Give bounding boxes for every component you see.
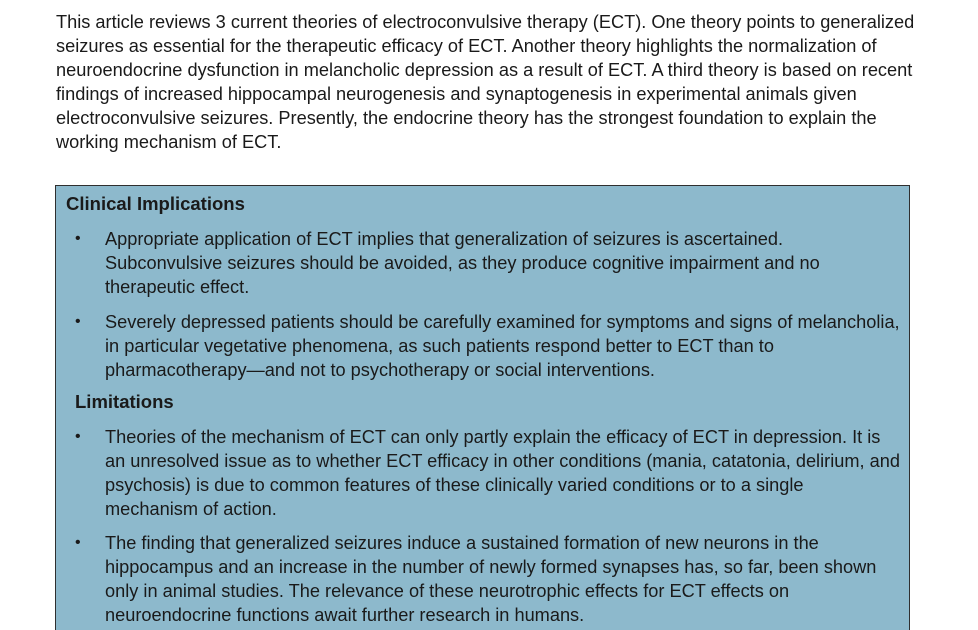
bullet-icon: • [75,428,81,445]
bullet-icon: • [75,313,81,330]
clinical-implication-text: Appropriate application of ECT implies that generalization of seizures is ascertained. Subconvulsive seizures should be avoided, as they produce cognitive impairment and no therapeutic effect. [105,229,820,297]
clinical-implications-heading: Clinical Implications [66,193,245,214]
clinical-implications-box [55,185,910,630]
limitations-heading: Limitations [75,391,174,412]
abstract-paragraph: This article reviews 3 current theories of electroconvulsive therapy (ECT). One theory points to generalized seizures as essential for the therapeutic efficacy of ECT. Another theory highlights the normalization of neuroendocrine dysfunction in melancholic depression as a result of ECT. A third theory is based on recent findings of increased hippocampal neurogenesis and synaptogenesis in experimental animals given electroconvulsive seizures. Presently, the endocrine theory has the strongest foundation to explain the working mechanism of ECT. [56,12,915,152]
bullet-icon: • [75,230,81,247]
limitation-text: The finding that generalized seizures induce a sustained formation of new neurons in the hippocampus and an increase in the number of newly formed synapses has, so far, been shown only in animal studies. The relevance of these neurotrophic effects for ECT effects on neuroendocrine functions await further research in humans. [105,533,877,625]
bullet-icon: • [75,534,81,551]
limitation-text: Theories of the mechanism of ECT can only partly explain the efficacy of ECT in depression. It is an unresolved issue as to whether ECT efficacy in other conditions (mania, catatonia, delirium, and psychosis) is due to common features of these clinically varied conditions or to a single mechanism of action. [105,427,900,519]
clinical-implication-text: Severely depressed patients should be carefully examined for symptoms and signs of melancholia, in particular vegetative phenomena, as such patients respond better to ECT than to pharmacotherapy—and not to psychotherapy or social interventions. [105,312,900,380]
